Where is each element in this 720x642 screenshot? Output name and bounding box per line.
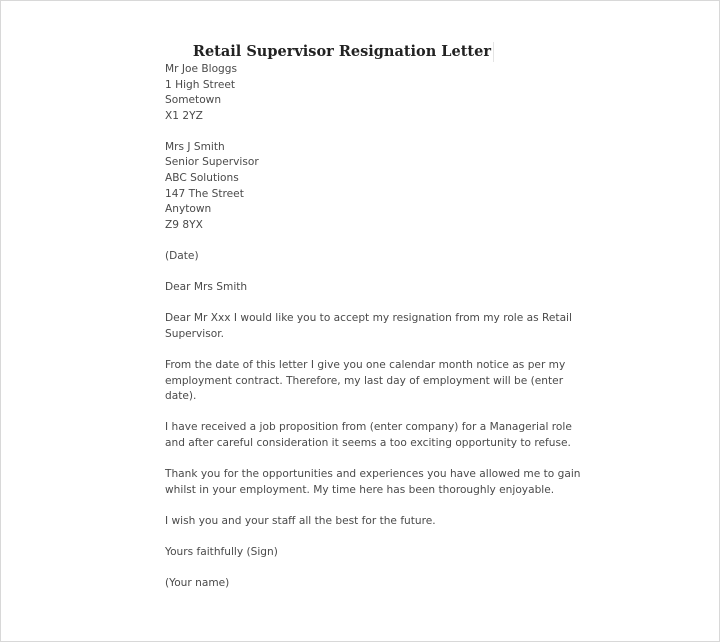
letter-line: 147 The Street <box>165 187 244 200</box>
blank-line <box>165 529 581 545</box>
blank-line <box>165 233 581 249</box>
letter-line: and after careful consideration it seems a too exciting opportunity to refuse. <box>165 436 571 449</box>
blank-line <box>165 498 581 514</box>
blank-line <box>165 405 581 421</box>
letter-line: date). <box>165 390 197 403</box>
blank-line <box>165 265 581 281</box>
letter-line: X1 2YZ <box>165 109 203 122</box>
blank-line <box>165 296 581 312</box>
letter-line: Supervisor. <box>165 327 224 340</box>
letter-line: Mr Joe Bloggs <box>165 63 238 75</box>
letter-line: Sometown <box>165 94 222 107</box>
letter-line: Dear Mrs Smith <box>165 281 248 294</box>
letter-line: I wish you and your staff all the best for the future. <box>165 514 436 527</box>
letter-line: (Your name) <box>165 577 230 590</box>
letter-line: Yours faithfully (Sign) <box>165 545 278 558</box>
letter-line: Mrs J Smith <box>165 140 225 153</box>
letter-line: employment contract. Therefore, my last day of employment will be (enter <box>165 374 564 387</box>
letter-line: (Date) <box>165 249 199 262</box>
blank-line <box>165 124 581 140</box>
letter-line: whilst in your employment. My time here has been thoroughly enjoyable. <box>165 483 555 496</box>
letter-line: 1 High Street <box>165 78 236 91</box>
document-title: Retail Supervisor Resignation Letter <box>151 42 494 62</box>
letter-line: Dear Mr Xxx I would like you to accept my resignation from my role as Retail <box>165 312 572 325</box>
letter-line: Senior Supervisor <box>165 156 259 169</box>
blank-line <box>165 561 581 577</box>
letter-line: From the date of this letter I give you one calendar month notice as per my <box>165 358 566 371</box>
letter-line: ABC Solutions <box>165 172 239 185</box>
letter-line: Thank you for the opportunities and experiences you have allowed me to gain <box>165 468 581 481</box>
letter-line: I have received a job proposition from (enter company) for a Managerial role <box>165 421 572 434</box>
blank-line <box>165 342 581 358</box>
blank-line <box>165 451 581 467</box>
letter-body <box>165 62 581 592</box>
letter-line: Z9 8YX <box>165 218 203 231</box>
letter-line: Anytown <box>165 203 212 216</box>
